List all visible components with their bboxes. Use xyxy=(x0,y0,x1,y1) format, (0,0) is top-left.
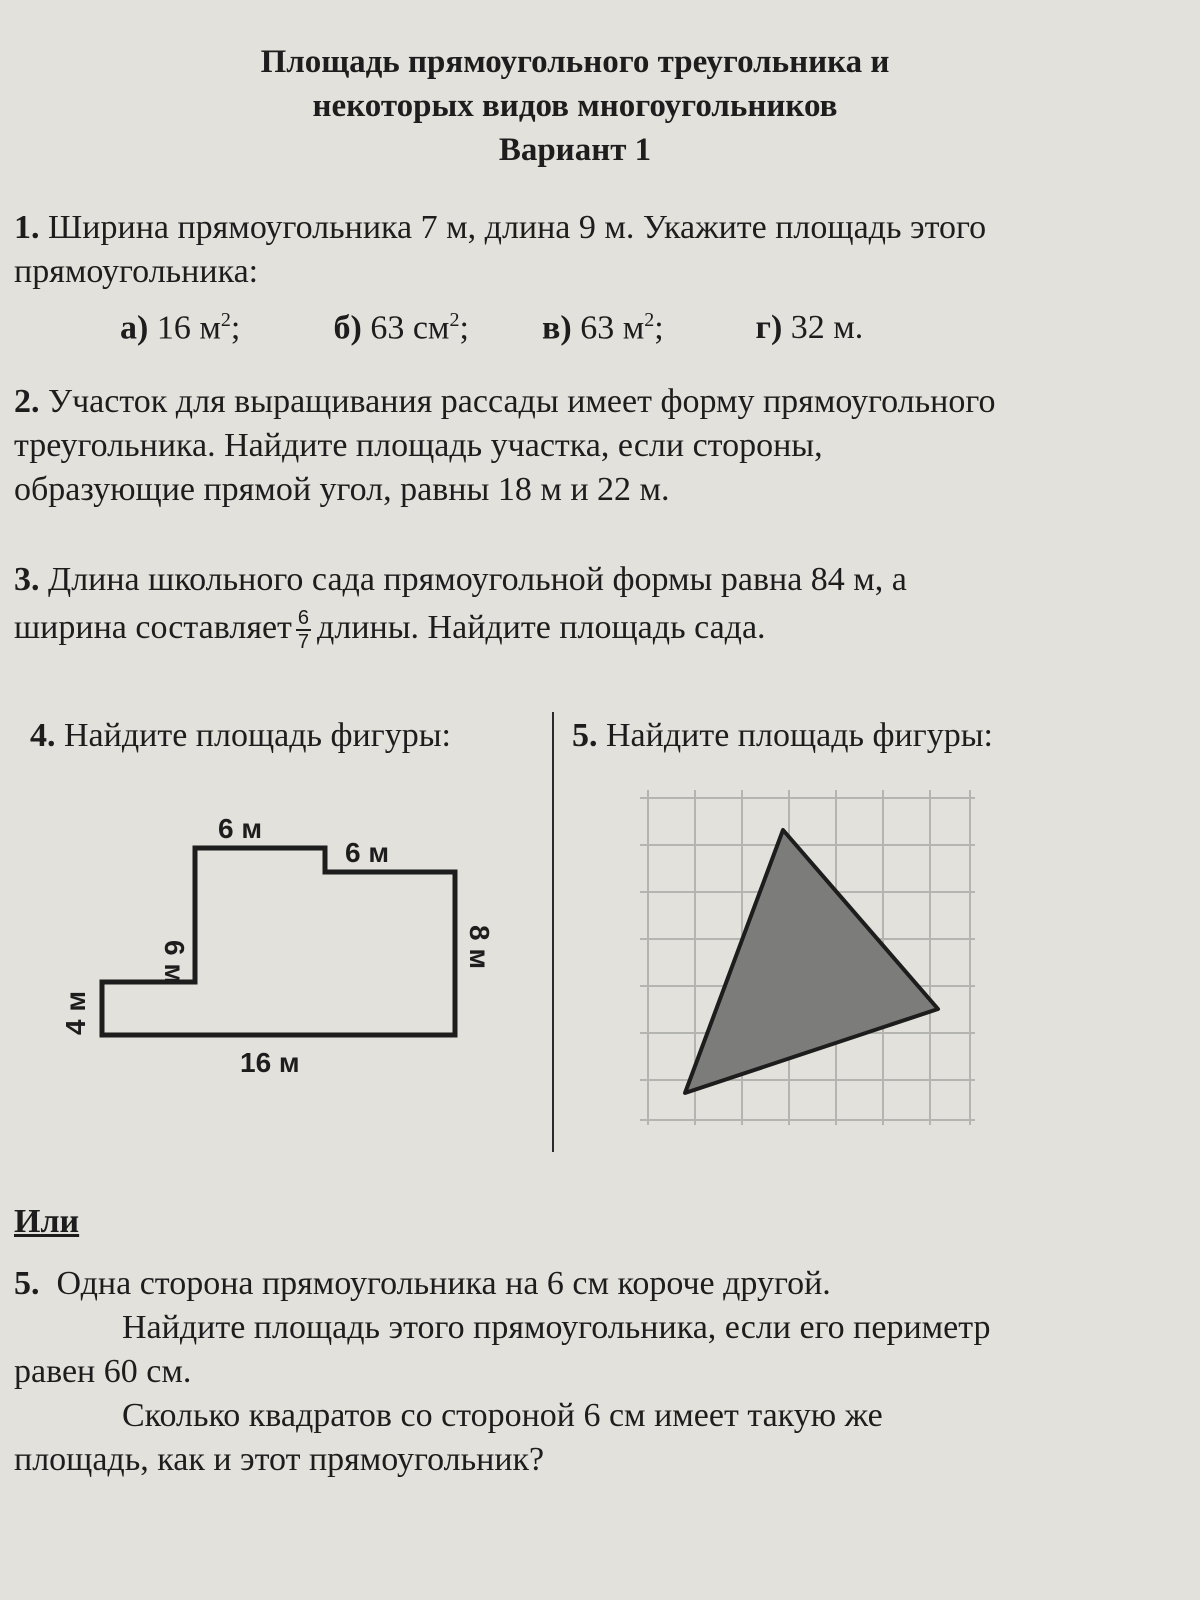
question-2-line-1: Участок для выращивания рассады имеет форму прямоугольного xyxy=(48,383,996,420)
question-3-number: 3. xyxy=(14,561,40,598)
question-5-number: 5. xyxy=(572,717,598,754)
l-shape-outline xyxy=(102,848,455,1035)
question-2-number: 2. xyxy=(14,383,40,420)
shaded-triangle xyxy=(685,830,938,1093)
option-b: б) 63 $см^2$; xyxy=(333,309,469,347)
question-4-heading xyxy=(30,714,451,758)
question-5-text: Найдите площадь фигуры: xyxy=(606,717,993,754)
figure-5-grid-triangle xyxy=(640,790,980,1140)
label-bottom: 16 м xyxy=(240,1047,300,1078)
title-line-1: Площадь прямоугольного треугольника и xyxy=(260,44,890,80)
option-g: г) 32 м. xyxy=(755,309,864,347)
or-label: Или xyxy=(14,1203,80,1240)
column-divider xyxy=(552,712,554,1152)
question-3-line-1: Длина школьного сада прямоугольной формы равна 84 м, а xyxy=(48,561,907,598)
label-left-lower: 4 м xyxy=(60,990,91,1035)
question-5-alt-line-2: Найдите площадь этого прямоугольника, если его периметр xyxy=(122,1309,991,1346)
question-4-number: 4. xyxy=(30,717,56,754)
question-5-alt-line-5: площадь, как и этот прямоугольник? xyxy=(14,1441,545,1478)
option-v: в) 63 $м^2$; xyxy=(542,309,664,347)
question-3-line-2-end: длины. Найдите площадь сада. xyxy=(317,609,766,646)
title-line-2: некоторых видов многоугольников xyxy=(312,88,838,124)
question-3 xyxy=(14,558,1164,653)
question-1-options xyxy=(120,298,863,350)
question-2 xyxy=(14,380,1164,512)
figure-4-polygon xyxy=(40,800,520,1090)
title-variant: Вариант 1 xyxy=(498,132,652,168)
question-4-text: Найдите площадь фигуры: xyxy=(64,717,451,754)
label-left-upper: 6 м xyxy=(159,940,190,985)
question-5-alternative xyxy=(14,1262,1164,1482)
question-1 xyxy=(14,206,1164,294)
question-1-text-line-1: Ширина прямоугольника 7 м, длина 9 м. Укажите площадь этого xyxy=(48,209,987,246)
question-5-alt-number: 5. xyxy=(14,1265,40,1302)
question-2-line-2: треугольника. Найдите площадь участка, если стороны, xyxy=(14,427,823,464)
question-5-heading xyxy=(572,714,993,758)
worksheet-title xyxy=(0,40,1150,172)
question-3-line-2-start: ширина составляет xyxy=(14,609,292,646)
question-1-number: 1. xyxy=(14,209,40,246)
question-5-alt-line-3: равен 60 см. xyxy=(14,1353,192,1390)
label-top-right: 6 м xyxy=(345,837,390,868)
label-top-left: 6 м xyxy=(218,813,263,844)
label-right: 8 м xyxy=(464,925,495,970)
question-5-alt-line-1: Одна сторона прямоугольника на 6 см короче другой. xyxy=(56,1265,831,1302)
option-a: а) 16 $м^2$; xyxy=(120,309,241,347)
question-5-alt-line-4: Сколько квадратов со стороной 6 см имеет такую же xyxy=(122,1397,883,1434)
question-1-text-line-2: прямоугольника: xyxy=(14,253,259,290)
fraction-six-sevenths: $\frac{6}{7}$ xyxy=(297,607,310,654)
question-2-line-3: образующие прямой угол, равны 18 м и 22 м. xyxy=(14,471,670,508)
